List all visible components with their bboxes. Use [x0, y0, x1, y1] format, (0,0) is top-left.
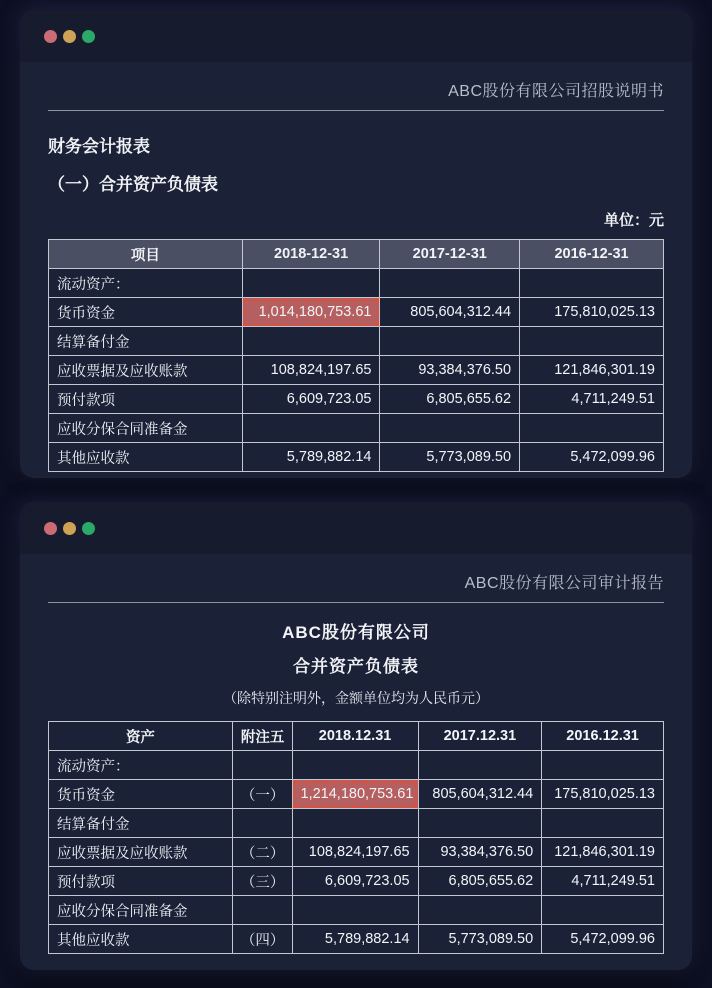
- value-cell: [520, 414, 664, 443]
- column-header-2016: 2016.12.31: [542, 722, 664, 751]
- unit-label: 单位：元: [603, 212, 664, 229]
- value-cell: [242, 327, 380, 356]
- table-header-row: [49, 240, 664, 269]
- highlighted-value-cell: 1,214,180,753.61: [292, 780, 418, 809]
- close-button[interactable]: [44, 30, 57, 43]
- value-cell: 6,805,655.62: [380, 385, 520, 414]
- table-row: [49, 780, 664, 809]
- value-cell: [292, 809, 418, 838]
- currency-note: （除特别注明外，金额单位均为人民币元）: [223, 690, 489, 706]
- value-cell: [542, 896, 664, 925]
- table-row: [49, 327, 664, 356]
- prospectus-balance-sheet-table: [48, 239, 664, 472]
- note-cell: （二）: [232, 838, 292, 867]
- table-row: [49, 414, 664, 443]
- value-cell: 5,789,882.14: [292, 925, 418, 954]
- window-titlebar: [20, 10, 692, 62]
- table-row: [49, 269, 664, 298]
- value-cell: 805,604,312.44: [418, 780, 542, 809]
- value-cell: [542, 751, 664, 780]
- column-header-2018: 2018.12.31: [292, 722, 418, 751]
- row-label: 结算备付金: [49, 327, 243, 356]
- value-cell: [380, 414, 520, 443]
- value-cell: 5,789,882.14: [242, 443, 380, 472]
- header-divider: [48, 602, 664, 603]
- value-cell: 175,810,025.13: [542, 780, 664, 809]
- value-cell: 6,609,723.05: [292, 867, 418, 896]
- value-cell: 108,824,197.65: [242, 356, 380, 385]
- row-label: 应收分保合同准备金: [49, 896, 233, 925]
- document-header: ABC股份有限公司招股说明书: [448, 83, 664, 100]
- table-row: [49, 443, 664, 472]
- close-button[interactable]: [44, 522, 57, 535]
- minimize-button[interactable]: [63, 522, 76, 535]
- row-label: 流动资产：: [49, 269, 243, 298]
- value-cell: [380, 269, 520, 298]
- row-label: 货币资金: [49, 298, 243, 327]
- section-subtitle: （一）合并资产负债表: [48, 175, 218, 194]
- column-header-assets: 资产: [49, 722, 233, 751]
- window-content: [20, 78, 692, 472]
- audit-balance-sheet-table: [48, 721, 664, 954]
- note-cell: （三）: [232, 867, 292, 896]
- value-cell: 5,472,099.96: [520, 443, 664, 472]
- prospectus-window: [20, 10, 692, 478]
- table-row: [49, 356, 664, 385]
- value-cell: 5,472,099.96: [542, 925, 664, 954]
- value-cell: 175,810,025.13: [520, 298, 664, 327]
- value-cell: 4,711,249.51: [542, 867, 664, 896]
- value-cell: [542, 809, 664, 838]
- row-label: 结算备付金: [49, 809, 233, 838]
- note-cell: [232, 896, 292, 925]
- row-label: 流动资产：: [49, 751, 233, 780]
- column-header-2017: 2017-12-31: [380, 240, 520, 269]
- value-cell: 5,773,089.50: [418, 925, 542, 954]
- maximize-button[interactable]: [82, 30, 95, 43]
- audit-report-window: [20, 502, 692, 970]
- row-label: 其他应收款: [49, 925, 233, 954]
- statement-title: 合并资产负债表: [293, 657, 419, 676]
- value-cell: [418, 896, 542, 925]
- row-label: 应收分保合同准备金: [49, 414, 243, 443]
- value-cell: [242, 414, 380, 443]
- minimize-button[interactable]: [63, 30, 76, 43]
- row-label: 应收票据及应收账款: [49, 356, 243, 385]
- table-row: [49, 298, 664, 327]
- note-cell: （一）: [232, 780, 292, 809]
- value-cell: 93,384,376.50: [380, 356, 520, 385]
- table-row: [49, 809, 664, 838]
- value-cell: 5,773,089.50: [380, 443, 520, 472]
- note-cell: （四）: [232, 925, 292, 954]
- value-cell: [418, 809, 542, 838]
- table-row: [49, 838, 664, 867]
- table-row: [49, 751, 664, 780]
- company-title: ABC股份有限公司: [282, 623, 430, 642]
- window-titlebar: [20, 502, 692, 554]
- row-label: 预付款项: [49, 385, 243, 414]
- value-cell: 6,609,723.05: [242, 385, 380, 414]
- note-cell: [232, 809, 292, 838]
- value-cell: 805,604,312.44: [380, 298, 520, 327]
- note-cell: [232, 751, 292, 780]
- table-row: [49, 385, 664, 414]
- value-cell: [292, 751, 418, 780]
- table-row: [49, 925, 664, 954]
- value-cell: [292, 896, 418, 925]
- table-row: [49, 867, 664, 896]
- column-header-2017: 2017.12.31: [418, 722, 542, 751]
- highlighted-value-cell: 1,014,180,753.61: [242, 298, 380, 327]
- table-header-row: [49, 722, 664, 751]
- row-label: 应收票据及应收账款: [49, 838, 233, 867]
- value-cell: [520, 269, 664, 298]
- value-cell: 121,846,301.19: [542, 838, 664, 867]
- table-row: [49, 896, 664, 925]
- value-cell: 93,384,376.50: [418, 838, 542, 867]
- column-header-2016: 2016-12-31: [520, 240, 664, 269]
- window-content: [20, 570, 692, 954]
- column-header-2018: 2018-12-31: [242, 240, 380, 269]
- header-divider: [48, 110, 664, 111]
- value-cell: 6,805,655.62: [418, 867, 542, 896]
- value-cell: [242, 269, 380, 298]
- value-cell: [380, 327, 520, 356]
- row-label: 其他应收款: [49, 443, 243, 472]
- value-cell: 121,846,301.19: [520, 356, 664, 385]
- row-label: 预付款项: [49, 867, 233, 896]
- section-title: 财务会计报表: [48, 137, 150, 156]
- document-header: ABC股份有限公司审计报告: [464, 575, 664, 592]
- row-label: 货币资金: [49, 780, 233, 809]
- column-header-item: 项目: [49, 240, 243, 269]
- value-cell: [520, 327, 664, 356]
- column-header-note: 附注五: [232, 722, 292, 751]
- value-cell: 4,711,249.51: [520, 385, 664, 414]
- value-cell: [418, 751, 542, 780]
- maximize-button[interactable]: [82, 522, 95, 535]
- value-cell: 108,824,197.65: [292, 838, 418, 867]
